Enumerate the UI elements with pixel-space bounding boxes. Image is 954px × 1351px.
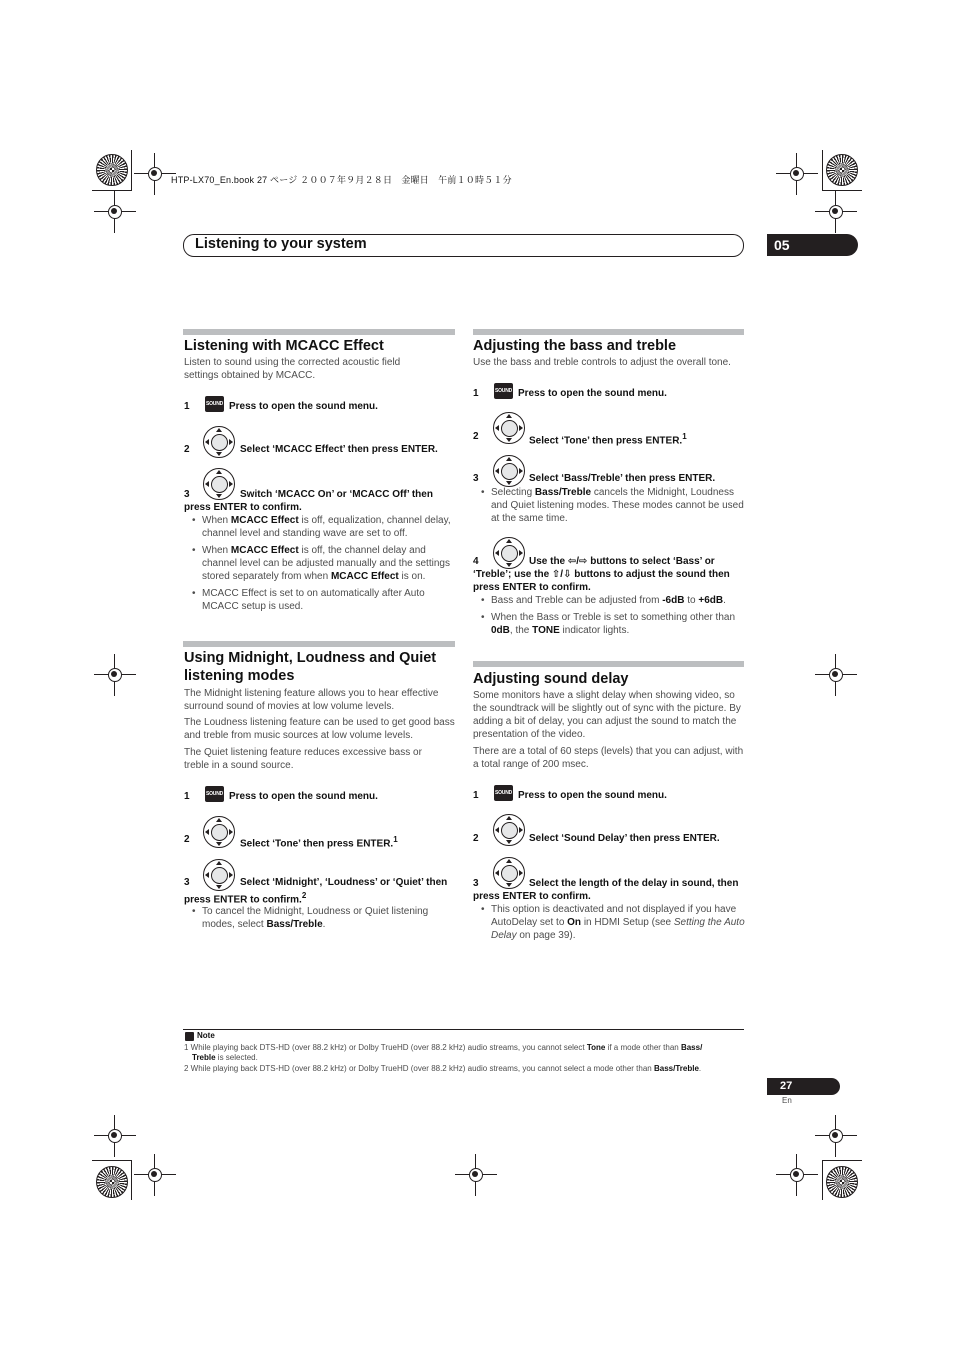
crosshair-bottom-right-b bbox=[776, 1154, 818, 1196]
section-intro-mcacc: Listen to sound using the corrected acoustic field settings obtained by MCACC. bbox=[184, 357, 401, 381]
registration-sunburst-top-left bbox=[96, 154, 128, 186]
crosshair-top-right-b bbox=[815, 191, 857, 233]
page-number-tab bbox=[767, 1078, 840, 1095]
registration-sunburst-bottom-right bbox=[826, 1166, 858, 1198]
step-text: Select ‘MCACC Effect’ then press ENTER. bbox=[240, 444, 438, 455]
step-number: 2 bbox=[473, 431, 479, 442]
paragraph: The Loudness listening feature can be used to get good bass and treble from music sources at low volume levels. bbox=[184, 717, 455, 741]
step-3-mcacc bbox=[184, 488, 456, 514]
list-item: • MCACC Effect is set to on automatically after Auto MCACC setup is used. bbox=[184, 587, 456, 613]
sound-button-icon: SOUND bbox=[205, 396, 224, 412]
footnote-2: 2 While playing back DTS-HD (over 88.2 kHz) or Dolby TrueHD (over 88.2 kHz) audio streams, you cannot select a mode other than Bass/Treble. bbox=[184, 1064, 702, 1073]
trim-line bbox=[822, 150, 823, 190]
trim-line bbox=[822, 1160, 823, 1200]
section-intro-bass-treble: Use the bass and treble controls to adjust the overall tone. bbox=[473, 357, 731, 368]
note-pencil-icon bbox=[185, 1032, 194, 1041]
section-rule bbox=[183, 329, 455, 335]
list-item: • This option is deactivated and not displayed if you have AutoDelay set to On in HDMI Setup (see Setting the Auto Delay on page 39). bbox=[473, 903, 745, 942]
step-1-mcacc bbox=[184, 400, 204, 413]
registration-sunburst-top-right bbox=[826, 154, 858, 186]
footnote-1: 1 While playing back DTS-HD (over 88.2 kHz) or Dolby TrueHD (over 88.2 kHz) audio streams, you cannot select Tone if a mode other than Bass/ Treble is selected. bbox=[184, 1043, 703, 1062]
bass-step3-notes bbox=[473, 486, 745, 529]
step-4-bass bbox=[473, 555, 745, 594]
step-2-mcacc bbox=[184, 443, 190, 456]
step-text: Select ‘Midnight’, ‘Loudness’ or ‘Quiet’ then press ENTER to confirm. bbox=[184, 877, 448, 906]
crosshair-mid-right bbox=[815, 654, 857, 696]
step-number: 1 bbox=[184, 791, 190, 802]
section-rule bbox=[183, 641, 455, 647]
crosshair-bottom-center bbox=[455, 1154, 497, 1196]
trim-line bbox=[92, 190, 132, 191]
step-text: Press to open the sound menu. bbox=[518, 388, 667, 399]
dial-navigation-icon bbox=[203, 426, 235, 458]
delay-notes-list bbox=[473, 903, 745, 946]
chapter-number: 05 bbox=[774, 237, 790, 253]
paragraph: The Quiet listening feature reduces excessive bass or treble in a sound source. bbox=[184, 747, 422, 771]
note-heading: Note bbox=[197, 1031, 215, 1040]
step-3-delay bbox=[473, 877, 745, 903]
step-text: Select ‘Tone’ then press ENTER.$^1$ bbox=[529, 432, 687, 447]
trim-line bbox=[131, 150, 132, 190]
bass-step4-notes bbox=[473, 594, 745, 641]
crosshair-top-left-b bbox=[94, 191, 136, 233]
section-title-sound-delay: Adjusting sound delay bbox=[473, 671, 629, 687]
step-2-delay bbox=[473, 832, 479, 845]
step-3-bass bbox=[473, 472, 479, 485]
list-item: • To cancel the Midnight, Loudness or Quiet listening modes, select Bass/Treble. bbox=[184, 905, 456, 931]
step-text: Select ‘Bass/Treble’ then press ENTER. bbox=[529, 473, 716, 484]
step-number: 1 bbox=[473, 790, 479, 801]
step-number: 1 bbox=[184, 401, 190, 412]
step-text: Switch ‘MCACC On’ or ‘MCACC Off’ then press ENTER to confirm. bbox=[184, 489, 433, 513]
page-number: 27 bbox=[780, 1080, 793, 1092]
crosshair-mid-left bbox=[94, 654, 136, 696]
step-number: 2 bbox=[473, 833, 479, 844]
step-1-delay bbox=[473, 789, 479, 802]
registration-sunburst-bottom-left bbox=[96, 1166, 128, 1198]
list-item: • When MCACC Effect is off, equalization, channel delay, channel level and standing wave are set to off. bbox=[184, 514, 456, 540]
section-rule bbox=[473, 329, 744, 335]
step-text: Use the ⇦/⇨ buttons to select ‘Bass’ or ‘Treble’; use the ⇧/⇩ buttons to adjust the sound then press ENTER to confirm. bbox=[473, 556, 730, 593]
step-text: Select ‘Sound Delay’ then press ENTER. bbox=[529, 833, 720, 844]
dial-navigation-icon bbox=[493, 412, 525, 444]
dial-navigation-icon bbox=[493, 455, 525, 487]
sound-button-icon: SOUND bbox=[494, 785, 513, 801]
step-1-midnight bbox=[184, 790, 190, 803]
dial-navigation-icon bbox=[203, 816, 235, 848]
dial-navigation-icon bbox=[493, 814, 525, 846]
sound-button-icon: SOUND bbox=[205, 786, 224, 802]
step-1-bass bbox=[473, 387, 479, 400]
step-2-bass bbox=[473, 430, 479, 443]
step-3-midnight: 3 Select ‘Midnight’, ‘Loudness’ or ‘Quiet’ then press ENTER to confirm.$^2$ bbox=[184, 877, 448, 906]
paragraph: Some monitors have a slight delay when showing video, so the soundtrack will be slightly out of sync with the picture. By adding a bit of delay, you can adjust the sound to match the presentation of the video. bbox=[473, 690, 741, 740]
step-2-midnight bbox=[184, 833, 190, 846]
page-title: Listening to your system bbox=[195, 236, 367, 252]
section-title-bass-treble: Adjusting the bass and treble bbox=[473, 338, 677, 354]
paragraph: There are a total of 60 steps (levels) that you can adjust, with a total range of 200 msec. bbox=[473, 746, 744, 770]
step-text: Select ‘Tone’ then press ENTER.$^1$ bbox=[240, 835, 398, 850]
step-text: Press to open the sound menu. bbox=[518, 790, 667, 801]
list-item: • Bass and Treble can be adjusted from -6dB to +6dB. bbox=[473, 594, 745, 607]
trim-line bbox=[92, 1160, 132, 1161]
book-info-line: HTP-LX70_En.book 27 ページ ２００７年９月２８日 金曜日 午前１０時５１分 bbox=[171, 175, 512, 185]
step-number: 3 bbox=[473, 878, 479, 889]
step-number: 3 bbox=[184, 489, 190, 500]
sound-button-icon: SOUND bbox=[494, 383, 513, 399]
midnight-notes-list bbox=[184, 905, 456, 935]
trim-line bbox=[822, 1160, 862, 1161]
mcacc-notes-list bbox=[184, 514, 456, 617]
step-text: Select the length of the delay in sound, then press ENTER to confirm. bbox=[473, 878, 739, 902]
step-text: Press to open the sound menu. bbox=[229, 791, 378, 802]
crosshair-top-right-a bbox=[776, 153, 818, 195]
section-title-midnight: Using Midnight, Loudness and Quiet listening modes bbox=[184, 650, 437, 684]
crosshair-bottom-left-a bbox=[94, 1115, 136, 1157]
step-text: Press to open the sound menu. bbox=[229, 401, 378, 412]
crosshair-top-left-a bbox=[134, 153, 176, 195]
section-rule bbox=[473, 661, 744, 667]
crosshair-bottom-left-b bbox=[134, 1154, 176, 1196]
note-divider bbox=[183, 1029, 744, 1030]
trim-line bbox=[822, 190, 862, 191]
list-item: • When the Bass or Treble is set to something other than 0dB, the TONE indicator lights. bbox=[473, 611, 745, 637]
section-title-mcacc: Listening with MCACC Effect bbox=[184, 338, 384, 354]
crosshair-bottom-right-a bbox=[815, 1115, 857, 1157]
list-item: • When MCACC Effect is off, the channel delay and channel level can be adjusted manually and the settings stored separately from when MCACC Effect is on. bbox=[184, 544, 456, 583]
step-number: 4 bbox=[473, 556, 479, 567]
step-number: 2 bbox=[184, 444, 190, 455]
step-number: 1 bbox=[473, 388, 479, 399]
paragraph: The Midnight listening feature allows you to hear effective surround sound of movies at low volume levels. bbox=[184, 688, 439, 712]
list-item: • Selecting Bass/Treble cancels the Midnight, Loudness and Quiet listening modes. These modes cannot be used at the same time. bbox=[473, 486, 745, 525]
trim-line bbox=[131, 1160, 132, 1200]
language-code: En bbox=[782, 1096, 792, 1105]
step-number: 2 bbox=[184, 834, 190, 845]
step-number: 3 bbox=[473, 473, 479, 484]
step-number: 3 bbox=[184, 877, 190, 888]
